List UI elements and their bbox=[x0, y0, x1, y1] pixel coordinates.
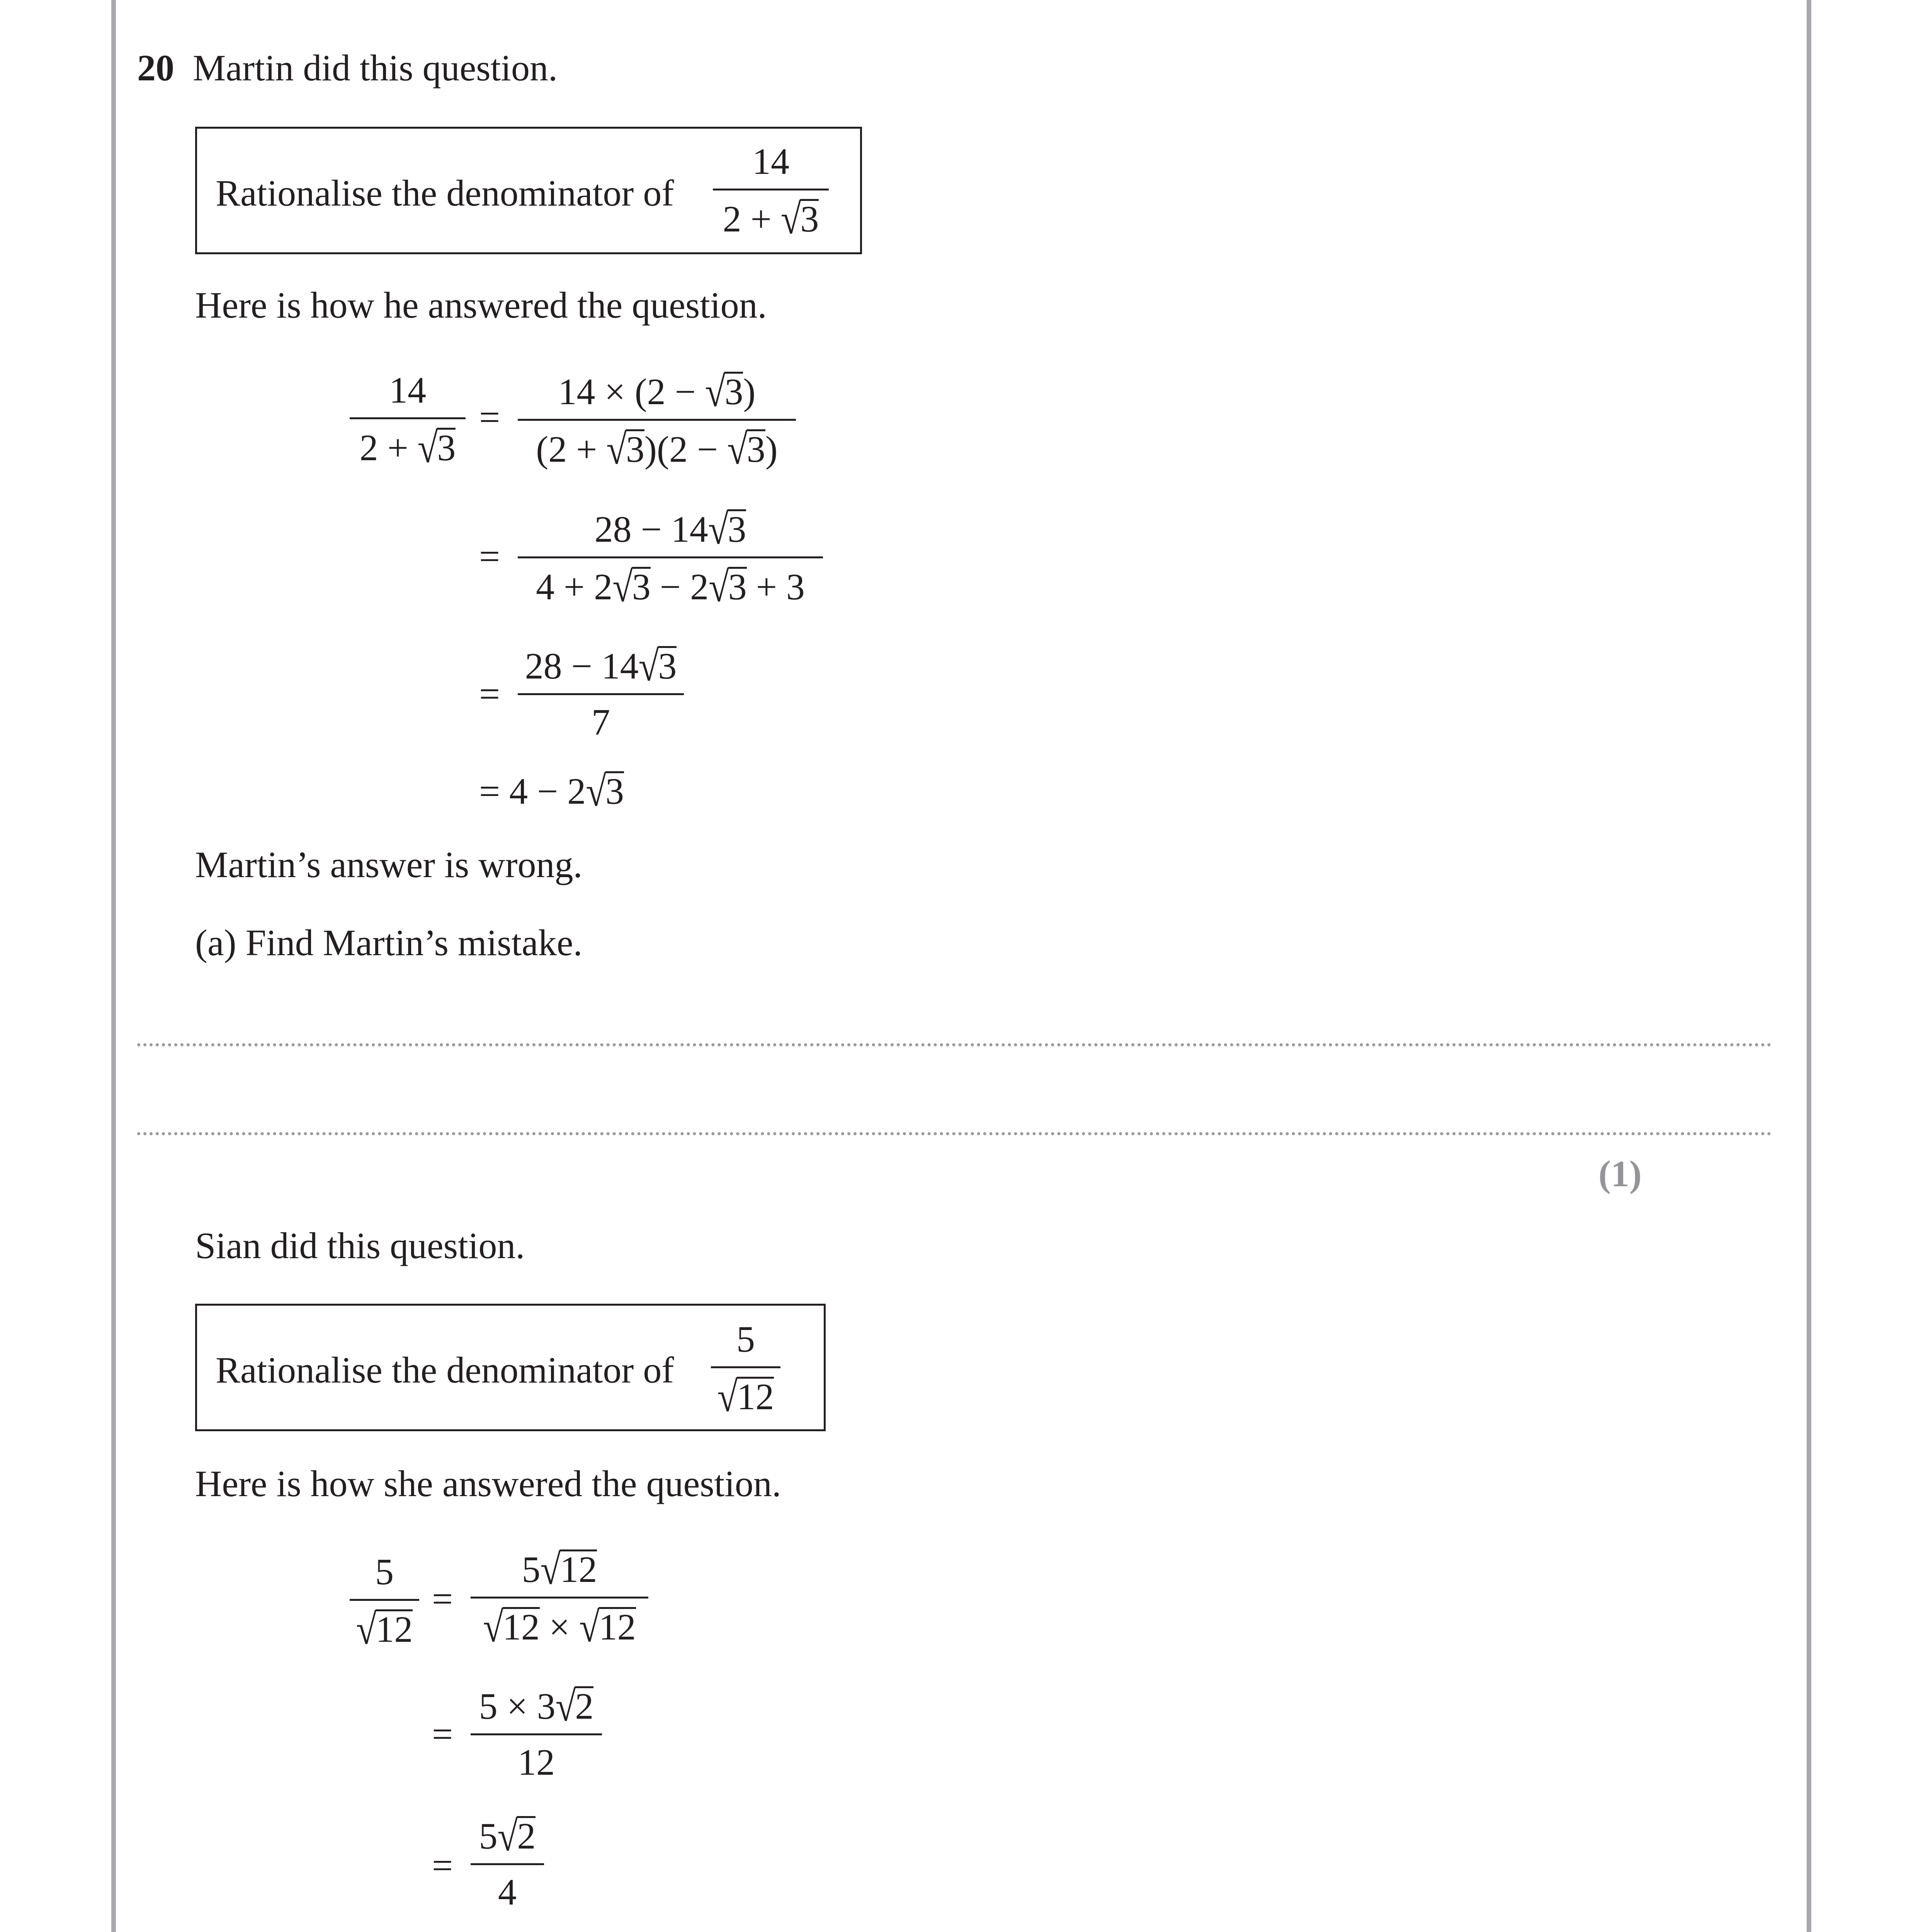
box-a-text: Rationalise the denominator of bbox=[216, 172, 674, 214]
work-b-step2: 5 × 3√2 12 bbox=[471, 1686, 602, 1781]
question-number: 20 bbox=[137, 47, 174, 88]
intro-b: Sian did this question. bbox=[195, 1225, 525, 1266]
wrong-text-a: Martin’s answer is wrong. bbox=[195, 844, 583, 885]
equals-sign: = bbox=[479, 536, 500, 577]
here-text-a: Here is how he answered the question. bbox=[195, 284, 767, 326]
work-b-step1: 5√12 √12 × √12 bbox=[471, 1549, 648, 1646]
prompt-a: (a) Find Martin’s mistake. bbox=[195, 922, 583, 963]
box-b-numerator: 5 bbox=[736, 1318, 755, 1360]
question-header bbox=[137, 49, 558, 87]
here-text-b: Here is how she answered the question. bbox=[195, 1463, 781, 1504]
work-a-step1: 14 × (2 − √3) (2 + √3)(2 − √3) bbox=[518, 372, 796, 468]
work-a-step2: 28 − 14√3 4 + 2√3 − 2√3 + 3 bbox=[518, 509, 823, 605]
work-b-step3: 5√2 4 bbox=[471, 1816, 544, 1911]
equals-sign: = bbox=[432, 1713, 453, 1755]
equals-sign: = bbox=[479, 673, 500, 714]
box-a-fraction bbox=[713, 141, 829, 243]
equals-sign: = bbox=[479, 396, 500, 438]
work-a-step3: 28 − 14√3 7 bbox=[518, 646, 684, 741]
answer-line-a2[interactable] bbox=[137, 1132, 1771, 1135]
box-b-fraction bbox=[711, 1318, 780, 1420]
work-a-lhs-fraction: 14 2 + √3 bbox=[350, 372, 466, 466]
marks-a: (1) bbox=[1598, 1153, 1642, 1194]
equals-sign: = bbox=[432, 1578, 453, 1619]
work-b-lhs-fraction: 5 √12 bbox=[350, 1553, 419, 1648]
box-b-text: Rationalise the denominator of bbox=[216, 1349, 674, 1391]
equals-sign: = bbox=[432, 1845, 453, 1886]
answer-line-a1[interactable] bbox=[137, 1043, 1771, 1046]
box-a-denominator: 2 + √3 bbox=[723, 195, 819, 243]
work-a-result: = 4 − 2√3 bbox=[479, 767, 624, 815]
question-intro: Martin did this question. bbox=[193, 47, 558, 88]
box-b-denominator: √12 bbox=[717, 1372, 774, 1420]
box-a-numerator: 14 bbox=[752, 141, 789, 182]
